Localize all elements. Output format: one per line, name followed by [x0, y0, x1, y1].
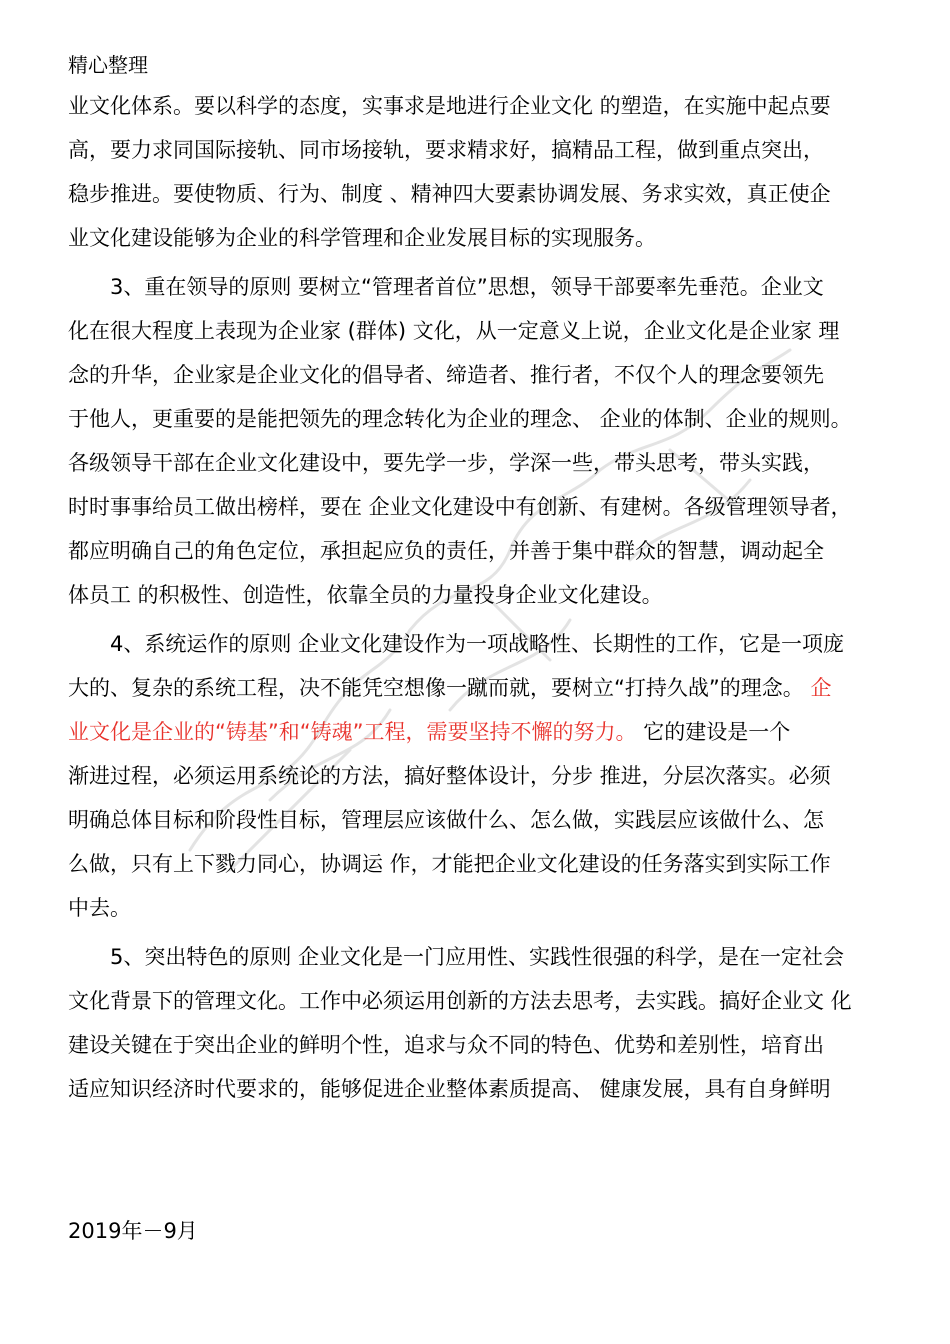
text-line: 业文化建设能够为企业的科学管理和企业发展目标的实现服务。: [68, 226, 656, 250]
text-line: [68, 710, 888, 754]
text-span: 它的建设是一个: [636, 720, 791, 744]
text-line: 化在很大程度上表现为企业家 (群体) 文化，从一定意义上说，企业文化是企业家 理: [68, 319, 840, 343]
text-line: 各级领导干部在企业文化建设中，要先学一步，学深一些，带头思考，带头实践，: [68, 451, 824, 475]
page-footer-date: 2019年－9月: [68, 1219, 198, 1243]
text-line: [68, 666, 888, 710]
text-line: 时时事事给员工做出榜样，要在 企业文化建设中有创新、有建树。各级管理领导者，: [68, 495, 852, 519]
text-line: 适应知识经济时代要求的，能够促进企业整体素质提高、 健康发展，具有自身鲜明: [68, 1077, 831, 1101]
text-line: 高，要力求同国际接轨、同市场接轨，要求精求好，搞精品工程，做到重点突出，: [68, 138, 824, 162]
paragraph-4-first-line: 4、系统运作的原则 企业文化建设作为一项战略性、长期性的工作，它是一项庞: [110, 632, 845, 656]
text-line: 建设关键在于突出企业的鲜明个性，追求与众不同的特色、优势和差别性，培育出: [68, 1033, 824, 1057]
text-line: 体员工 的积极性、创造性，依靠全员的力量投身企业文化建设。: [68, 583, 663, 607]
paragraph-3-first-line: 3、重在领导的原则 要树立“管理者首位”思想，领导干部要率先垂范。企业文: [110, 275, 824, 299]
text-line: 业文化体系。要以科学的态度，实事求是地进行企业文化 的塑造，在实施中起点要: [68, 94, 831, 118]
text-line: 稳步推进。要使物质、行为、制度 、精神四大要素协调发展、务求实效，真正使企: [68, 182, 831, 206]
text-span: 大的、复杂的系统工程，决不能凭空想像一蹴而就，要树立“打持久战”的理念。: [68, 676, 804, 700]
text-line: 于他人，更重要的是能把领先的理念转化为企业的理念、 企业的体制、企业的规则。: [68, 407, 852, 431]
paragraph-5-first-line: 5、突出特色的原则 企业文化是一门应用性、实践性很强的科学，是在一定社会: [110, 945, 845, 969]
text-line: 明确总体目标和阶段性目标，管理层应该做什么、怎么做，实践层应该做什么、怎: [68, 808, 824, 832]
page-header: 精心整理: [68, 53, 148, 77]
highlighted-text: 业文化是企业的“铸基”和“铸魂”工程，需要坚持不懈的努力。: [68, 720, 637, 744]
highlighted-text: 企: [803, 676, 832, 700]
text-line: 中去。: [68, 896, 131, 920]
text-line: 都应明确自己的角色定位，承担起应负的责任，并善于集中群众的智慧，调动起全: [68, 539, 824, 563]
document-body: [68, 84, 888, 1111]
text-line: 么做，只有上下戮力同心，协调运 作，才能把企业文化建设的任务落实到实际工作: [68, 852, 831, 876]
text-line: 渐进过程，必须运用系统论的方法，搞好整体设计，分步 推进，分层次落实。必须: [68, 764, 831, 788]
text-line: 念的升华，企业家是企业文化的倡导者、缔造者、推行者，不仅个人的理念要领先: [68, 363, 824, 387]
text-line: 文化背景下的管理文化。工作中必须运用创新的方法去思考，去实践。搞好企业文 化: [68, 989, 852, 1013]
